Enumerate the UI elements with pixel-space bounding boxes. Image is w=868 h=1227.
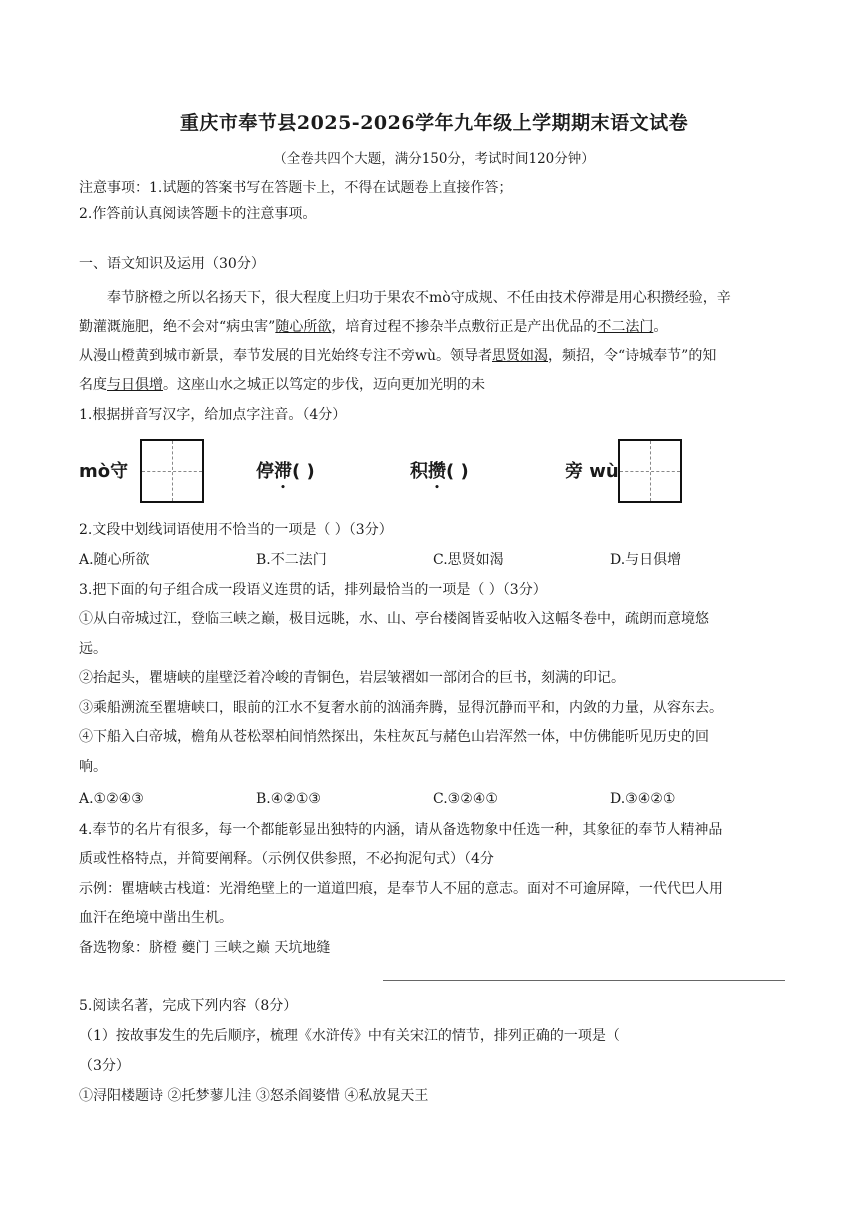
section-1-heading: 一、语文知识及运用（30分） (79, 256, 265, 272)
q2-stem: 2.文段中划线词语使用不恰当的一项是（ ）（3分） (79, 522, 393, 538)
q5-sub1-stem: （1）按故事发生的先后顺序，梳理《水浒传》中有关宋江的情节，排列正确的一项是（ (79, 1028, 620, 1044)
passage-text: 勤灌溉施肥，绝不会对“病虫害” (79, 319, 276, 335)
pinyin-item-2 (256, 457, 315, 483)
q4-candidates: 备选物象：脐橙 夔门 三峡之巅 天坑地缝 (79, 940, 331, 956)
underlined-word-3: 思贤如渴 (492, 348, 548, 364)
underlined-word-1: 随心所欲 (275, 319, 332, 335)
hanzi-text: 旁 (565, 461, 583, 482)
q1-stem: 1.根据拼音写汉字，给加点字注音。（4分） (79, 407, 347, 423)
q3-sentence-2: ②抬起头，瞿塘峡的崖壁泛着冷峻的青铜色，岩层皱褶如一部闭合的巨书，刻满的印记。 (79, 670, 625, 686)
divider-line (383, 980, 785, 981)
writing-box-1[interactable] (140, 439, 204, 503)
q5-stem: 5.阅读名著，完成下列内容（8分） (79, 998, 298, 1014)
notes-line-1: 注意事项：1.试题的答案书写在答题卡上，不得在试题卷上直接作答； (79, 180, 513, 196)
pinyin-item-1 (79, 457, 128, 483)
q4-example-2: 血汗在绝境中凿出生机。 (79, 910, 233, 926)
q2-option-b[interactable]: B.不二法门 (256, 552, 327, 568)
passage-text: ，频招，令“诗城奉节”的知 (548, 348, 717, 364)
q5-sub1-points: （3分） (79, 1058, 130, 1074)
pinyin-text: mò (79, 461, 111, 482)
hanzi-text: 积 (410, 461, 428, 482)
passage-line-1: 奉节脐橙之所以名扬天下，很大程度上归功于果农不mò守成规、不任由技术停滞是用心积攒经验，辛 (107, 290, 731, 306)
pinyin-text: wù (589, 461, 619, 482)
pinyin-item-4 (565, 457, 619, 483)
passage-text: 从漫山橙黄到城市新景，奉节发展的目光始终专注不旁wù。领导者 (79, 348, 492, 364)
q3-sentence-4-cont: 响。 (79, 759, 107, 775)
dotted-char: 滞 (274, 461, 292, 482)
answer-blank[interactable]: ( ) (446, 461, 469, 482)
hanzi-text: 停 (256, 461, 274, 482)
pinyin-row (79, 437, 699, 505)
q3-sentence-1-cont: 远。 (79, 641, 107, 657)
q3-option-b[interactable]: B.④②①③ (256, 791, 321, 807)
q2-option-d[interactable]: D.与日俱增 (610, 552, 682, 568)
q5-sub1-items: ①浔阳楼题诗 ②托梦蓼儿洼 ③怒杀阎婆惜 ④私放晁天王 (79, 1088, 429, 1104)
exam-subtitle: （全卷共四个大题，满分150分，考试时间120分钟） (273, 151, 595, 167)
passage-text: ，培育过程不掺杂半点敷衍正是产出优品的 (331, 319, 598, 335)
q4-example-1: 示例：瞿塘峡古栈道：光滑绝壁上的一道道凹痕，是奉节人不屈的意志。面对不可逾屏障，一代代巴人用 (79, 881, 723, 897)
q3-option-d[interactable]: D.③④②① (610, 791, 676, 807)
pinyin-item-3 (410, 457, 469, 483)
q3-option-a[interactable]: A.①②④③ (79, 791, 144, 807)
passage-text: 。 (653, 319, 668, 335)
passage-line-4 (79, 375, 485, 395)
q3-option-c[interactable]: C.③②④① (433, 791, 498, 807)
notes-line-2: 2.作答前认真阅读答题卡的注意事项。 (79, 206, 317, 222)
underlined-word-4: 与日俱增 (107, 377, 163, 393)
dotted-char: 攒 (428, 461, 446, 482)
writing-box-2[interactable] (618, 439, 682, 503)
q2-option-c[interactable]: C.思贤如渴 (433, 552, 504, 568)
exam-title: 重庆市奉节县2025-2026学年九年级上学期期末语文试卷 (179, 112, 689, 134)
passage-text: 名度 (79, 377, 107, 393)
answer-blank[interactable]: ( ) (292, 461, 315, 482)
passage-text: 。这座山水之城正以笃定的步伐，迈向更加光明的未 (163, 377, 485, 393)
q3-sentence-1: ①从白帝城过江，登临三峡之巅，极目远眺，水、山、亭台楼阁皆妥帖收入这幅冬卷中，疏朗而意境悠 (79, 611, 709, 627)
passage-line-2 (79, 317, 667, 337)
passage-line-3 (79, 346, 716, 366)
q4-stem-1: 4.奉节的名片有很多，每一个都能彰显出独特的内涵，请从备选物象中任选一种，其象征的奉节人精神品 (79, 822, 723, 838)
hanzi-text: 守 (110, 461, 129, 482)
q3-stem: 3.把下面的句子组合成一段语义连贯的话，排列最恰当的一项是（ ）（3分） (79, 582, 547, 598)
q3-sentence-3: ③乘船溯流至瞿塘峡口，眼前的江水不复奢水前的汹涌奔腾，显得沉静而平和，内敛的力量，从容东去。 (79, 700, 723, 716)
q4-stem-2: 质或性格特点，并简要阐释。（示例仅供参照，不必拘泥句式）（4分 (79, 851, 494, 867)
underlined-word-2: 不二法门 (597, 319, 654, 335)
q3-sentence-4: ④下船入白帝城，檐角从苍松翠柏间悄然探出，朱柱灰瓦与赭色山岩浑然一体，中仿佛能听见历史的回 (79, 729, 709, 745)
q2-option-a[interactable]: A.随心所欲 (79, 552, 150, 568)
